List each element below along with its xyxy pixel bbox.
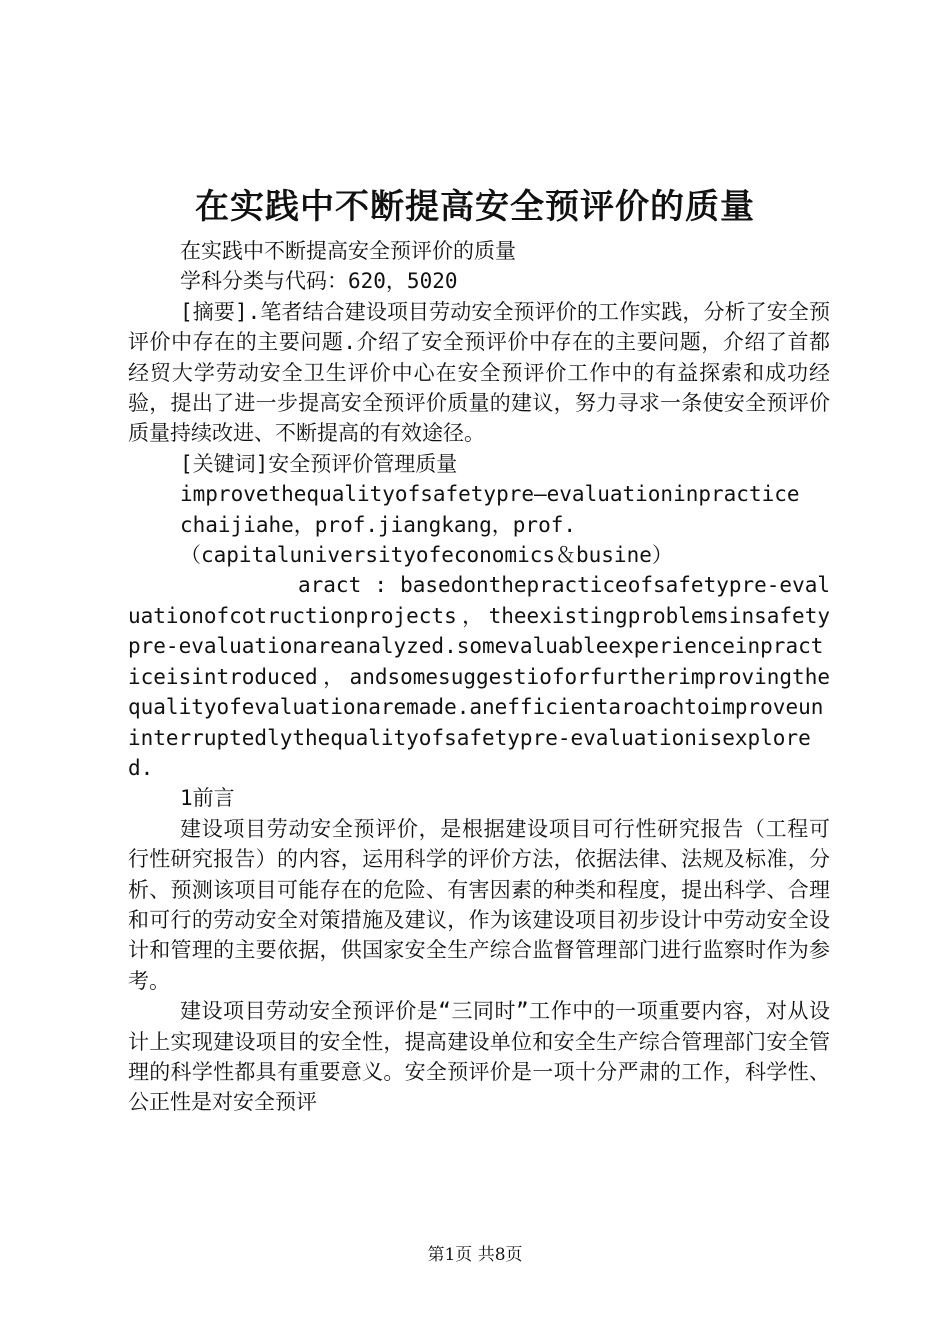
paragraph-intro-2: 建设项目劳动安全预评价是“三同时”工作中的一项重要内容，对从设计上实现建设项目的安全性，提高建设单位和安全生产综合管理部门安全管理的科学性都具有重要意义。安全预评价是一项十分严肃的工作，科学性、公正性是对安全预评 [128,999,830,1115]
paragraph-authors: chaijiahe，prof.jiangkang，prof. [180,512,577,537]
paragraph-affiliation: （capitaluniversityofeconomics＆busine） [180,543,673,568]
paragraph-keywords: [关键词]安全预评价管理质量 [180,451,458,476]
paragraph-intro-1: 建设项目劳动安全预评价，是根据建设项目可行性研究报告（工程可行性研究报告）的内容，运用科学的评价方法，依据法律、法规及标准，分析、预测该项目可能存在的危险、有害因素的种类和程度，提出科学、合理和可行的劳动安全对策措施及建议，作为该建设项目初步设计中劳动安全设计和管理的主要依据，供国家安全生产综合监督管理部门进行监察时作为参考。 [128,816,830,993]
document-body [128,236,830,1118]
paragraph-subject-code: 学科分类与代码：620，5020 [180,269,458,294]
paragraph-english-abstract: aract : basedonthepracticeofsafetypre-evaluationofcotructionprojects，theexistingproblemsinsafetypre-evaluationareanalyzed.somevaluableexperienceinpracticeisintroduced，andsomesuggestioforfurtherimprovingthequalityofevaluationaremade.anefficientaroachtoimproveuninterruptedlythequalityofsafetypre-evaluationisexplored. [128,573,830,780]
paragraph-title-repeat: 在实践中不断提高安全预评价的质量 [180,239,516,263]
document-title: 在实践中不断提高安全预评价的质量 [195,187,755,227]
section-heading-introduction: 1前言 [180,786,235,811]
paragraph-abstract: [摘要].笔者结合建设项目劳动安全预评价的工作实践，分析了安全预评价中存在的主要问题.介绍了安全预评价中存在的主要问题，介绍了首都经贸大学劳动安全卫生评价中心在安全预评价工作中的有益探索和成功经验，提出了进一步提高安全预评价质量的建议，努力寻求一条使安全预评价质量持续改进、不断提高的有效途径。 [128,299,830,446]
paragraph-english-title: improvethequalityofsafetypre—evaluationinpractice [180,482,800,507]
page-footer: 第1页 共8页 [427,1245,523,1265]
